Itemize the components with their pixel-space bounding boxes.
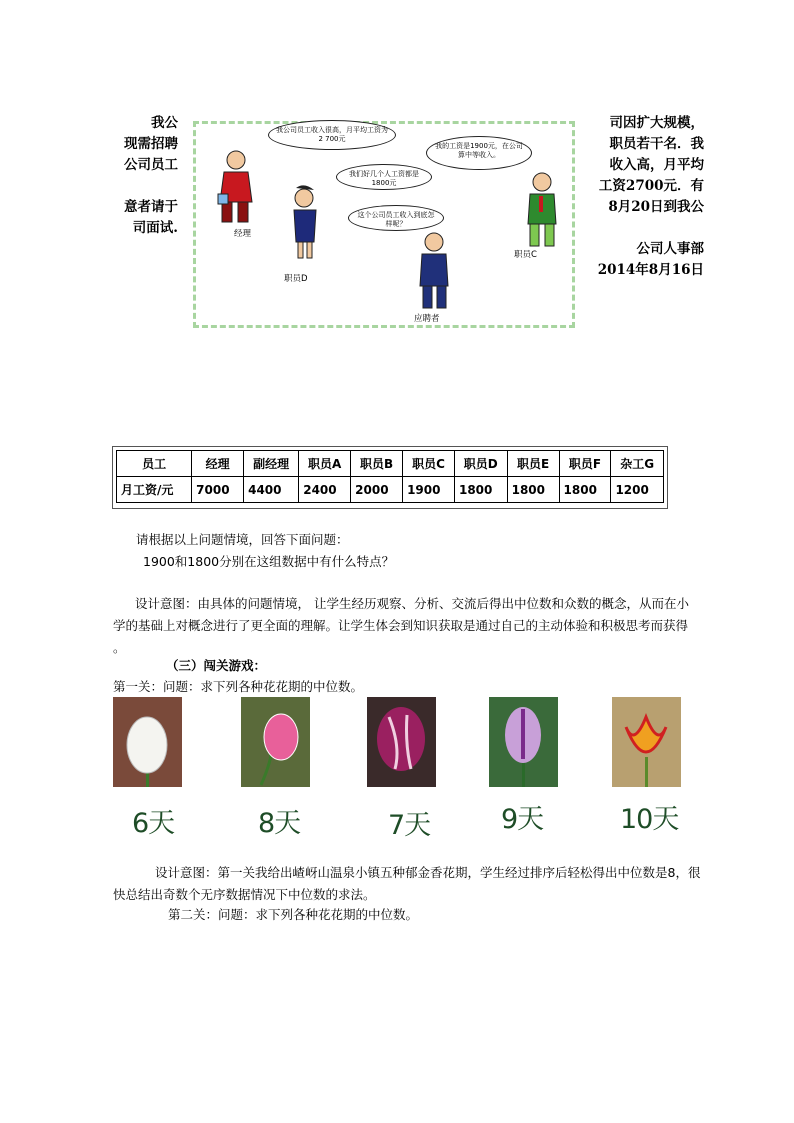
table-cell: 月工资/元 xyxy=(117,477,192,503)
flower-days-label: 10天 xyxy=(620,804,679,835)
table-row xyxy=(117,451,664,477)
ad-right-line: 收入高，月平均 xyxy=(609,157,704,173)
manager-figure-icon xyxy=(218,151,252,222)
level-2-question: 第二关：问题：求下列各种花花期的中位数。 xyxy=(168,907,419,922)
table-cell: 职员B xyxy=(351,451,403,477)
flower-days-label: 8天 xyxy=(258,808,301,839)
salary-table xyxy=(116,450,664,503)
flower-image xyxy=(113,697,182,787)
speech-bubble-clerk-c: 我的工资是1900元，在公司算中等收入。 xyxy=(426,136,532,170)
table-cell: 1900 xyxy=(403,477,455,503)
table-cell: 职员D xyxy=(454,451,507,477)
table-cell: 杂工G xyxy=(611,451,664,477)
flower-image xyxy=(489,697,558,787)
speech-bubble-manager: 我公司员工收入很高，月平均工资为2 700元 xyxy=(268,120,396,150)
flower-image xyxy=(367,697,436,787)
table-cell: 1800 xyxy=(559,477,611,503)
label-applicant: 应聘者 xyxy=(414,314,440,324)
ad-right-line: 公司人事部 xyxy=(636,241,704,257)
table-cell: 2000 xyxy=(351,477,403,503)
ad-right-line: 司因扩大规模， xyxy=(609,115,704,131)
tulip-icon xyxy=(612,697,681,787)
tulip-icon xyxy=(489,697,558,787)
table-cell: 4400 xyxy=(244,477,299,503)
speech-bubble-clerk-d: 我们好几个人工资都是1800元 xyxy=(336,164,432,190)
label-clerk-d: 职员D xyxy=(284,274,308,284)
table-cell: 职员F xyxy=(559,451,611,477)
clerk-c-figure-icon xyxy=(528,173,556,246)
flower-days-label: 9天 xyxy=(501,804,544,835)
ad-right-line: 职员若干名．我 xyxy=(609,136,704,152)
question-text: 1900和1800分别在这组数据中有什么特点？ xyxy=(143,554,395,569)
table-cell: 7000 xyxy=(192,477,244,503)
ad-left-line: 意者请于 xyxy=(124,199,178,215)
flower-days-label: 7天 xyxy=(388,810,431,841)
tulip-icon xyxy=(367,697,436,787)
flower-image xyxy=(241,697,310,787)
table-cell: 职员A xyxy=(299,451,351,477)
ad-right-line: 工资2700元．有 xyxy=(598,178,704,194)
ad-right-line xyxy=(592,218,704,239)
ad-left-line: 公司员工 xyxy=(124,157,178,173)
table-cell: 1800 xyxy=(454,477,507,503)
tulip-icon xyxy=(241,697,310,787)
table-cell: 2400 xyxy=(299,477,351,503)
table-row xyxy=(117,477,664,503)
ad-left-line xyxy=(110,176,178,197)
comic-figures xyxy=(196,124,572,325)
speech-bubble-applicant: 这个公司员工收入到底怎样呢？ xyxy=(348,205,444,231)
table-cell: 职员C xyxy=(403,451,455,477)
design-intent-1: 设计意图：由具体的问题情境， 让学生经历观察、分析、交流后得出中位数和众数的概念，从而在小学的基础上对概念进行了更全面的理解。让学生体会到知识获取是通过自己的主动体验和积极思考而获得 。 xyxy=(113,596,689,655)
label-manager: 经理 xyxy=(234,229,252,239)
table-cell: 职员E xyxy=(507,451,559,477)
ad-left-line: 我公 xyxy=(151,115,178,131)
ad-left-line: 司面试. xyxy=(132,220,178,236)
ad-right-column xyxy=(592,113,704,281)
flower-image xyxy=(612,697,681,787)
prompt-text: 请根据以上问题情境，回答下面问题： xyxy=(136,532,349,547)
table-cell: 员工 xyxy=(117,451,192,477)
applicant-figure-icon xyxy=(420,233,448,308)
label-clerk-c: 职员C xyxy=(514,250,537,260)
level-1-question: 第一关：问题：求下列各种花花期的中位数。 xyxy=(113,679,364,694)
tulip-icon xyxy=(113,697,182,787)
table-cell: 1800 xyxy=(507,477,559,503)
ad-left-column xyxy=(110,113,178,239)
table-cell: 经理 xyxy=(192,451,244,477)
ad-left-line: 现需招聘 xyxy=(124,136,178,152)
section-heading: （三）闯关游戏： xyxy=(166,658,267,673)
comic-illustration xyxy=(193,121,575,328)
design-intent-2: 设计意图：第一关我给出嵖岈山温泉小镇五种郁金香花期，学生经过排序后轻松得出中位数是8，很快总结出奇数个无序数据情况下中位数的求法。 xyxy=(113,865,701,902)
table-cell: 1200 xyxy=(611,477,664,503)
clerk-d-figure-icon xyxy=(294,185,316,258)
ad-right-line: 8月20日到我公 xyxy=(608,199,704,215)
flower-days-label: 6天 xyxy=(132,808,175,839)
ad-right-line: 2014年8月16日 xyxy=(597,262,704,278)
table-cell: 副经理 xyxy=(244,451,299,477)
